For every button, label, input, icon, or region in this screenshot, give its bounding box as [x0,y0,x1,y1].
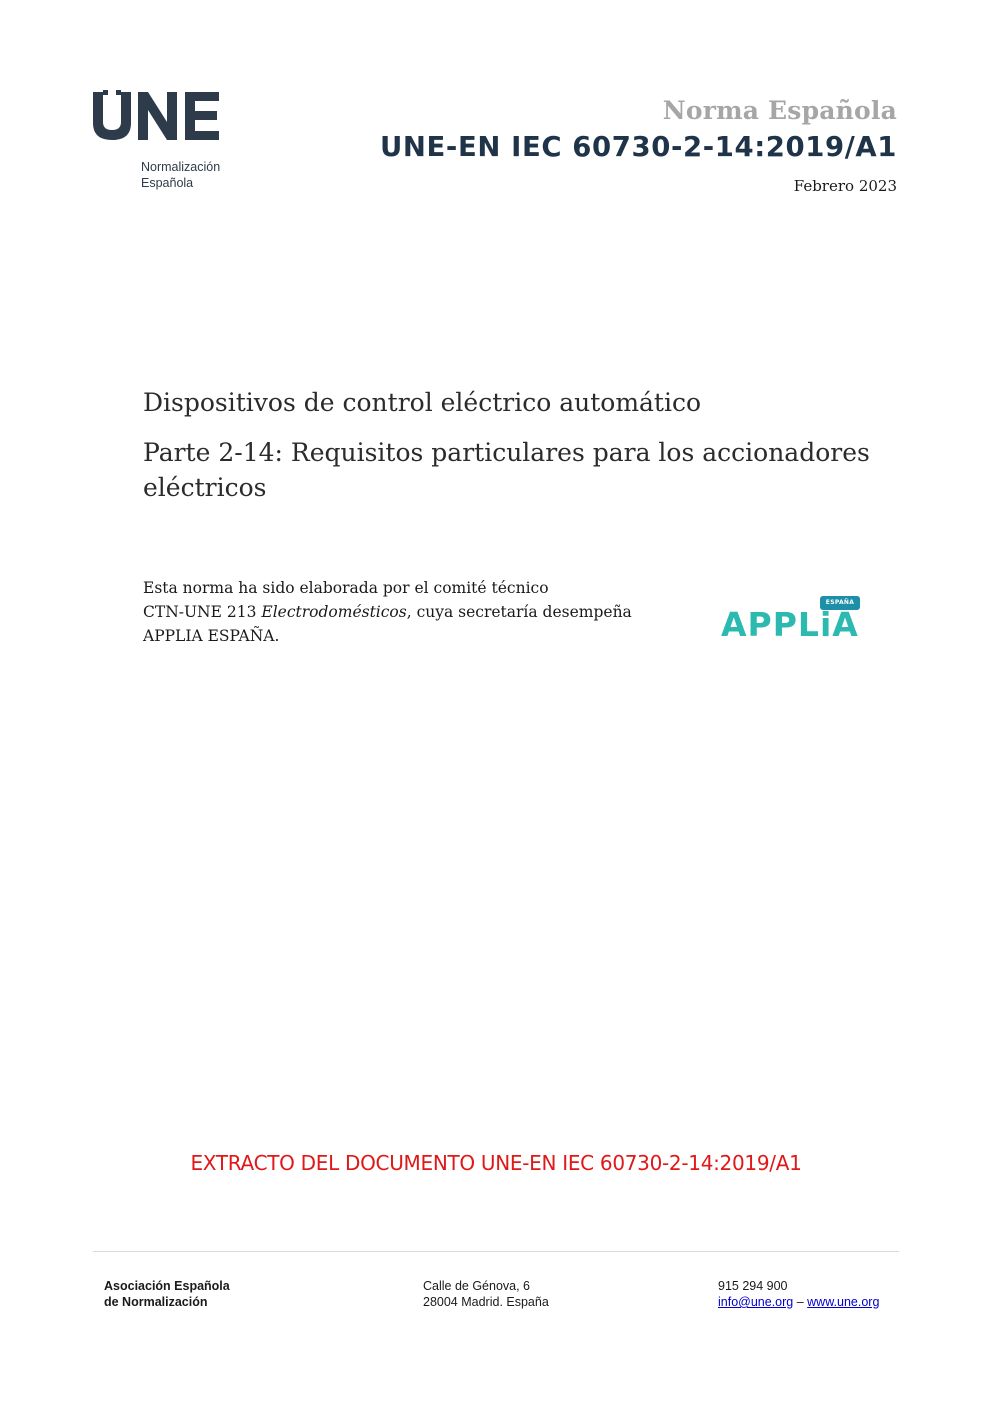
footer-addr-line2: 28004 Madrid. España [423,1295,549,1309]
standard-code: UNE-EN IEC 60730-2-14:2019/A1 [380,131,897,163]
footer-organization [104,1278,230,1310]
footer-addr-line1: Calle de Génova, 6 [423,1279,531,1293]
title-main: Dispositivos de control eléctrico automático [143,388,702,417]
title-part-line2: eléctricos [143,473,267,502]
committee-line2-suffix: , cuya secretaría desempeña [406,603,632,621]
footer-link-separator: – [793,1295,808,1309]
norma-label: Norma Española [662,96,897,125]
extract-notice: EXTRACTO DEL DOCUMENTO UNE-EN IEC 60730-2-14:2019/A1 [190,1151,802,1175]
footer-org-line1: Asociación Española [104,1279,230,1293]
logo-subtitle-line1: Normalización [141,160,221,174]
une-wordmark-icon [92,88,242,148]
footer-divider [93,1251,899,1252]
committee-line3: APPLIA ESPAÑA. [143,627,280,645]
footer-org-line2: de Normalización [104,1295,208,1309]
une-logo [92,88,242,198]
footer-contact [718,1278,879,1310]
committee-name: Electrodomésticos [261,603,407,621]
committee-line1: Esta norma ha sido elaborada por el comité técnico [143,579,549,597]
footer-address [423,1278,549,1310]
publication-date: Febrero 2023 [793,177,897,195]
email-link[interactable]: info@une.org [718,1295,794,1309]
applia-wordmark: APPLiA [721,605,859,644]
title-part-line1: Parte 2-14: Requisitos particulares para los accionadores [143,438,870,467]
committee-line2 [143,600,703,624]
footer-phone: 915 294 900 [718,1279,788,1293]
committee-paragraph [143,576,703,648]
applia-badge: ESPAÑA [820,596,860,610]
committee-line2-prefix: CTN-UNE 213 [143,603,262,621]
logo-subtitle-line2: Española [141,176,194,190]
applia-logo [718,592,866,652]
footer-links [718,1294,879,1310]
web-link[interactable]: www.une.org [807,1295,880,1309]
